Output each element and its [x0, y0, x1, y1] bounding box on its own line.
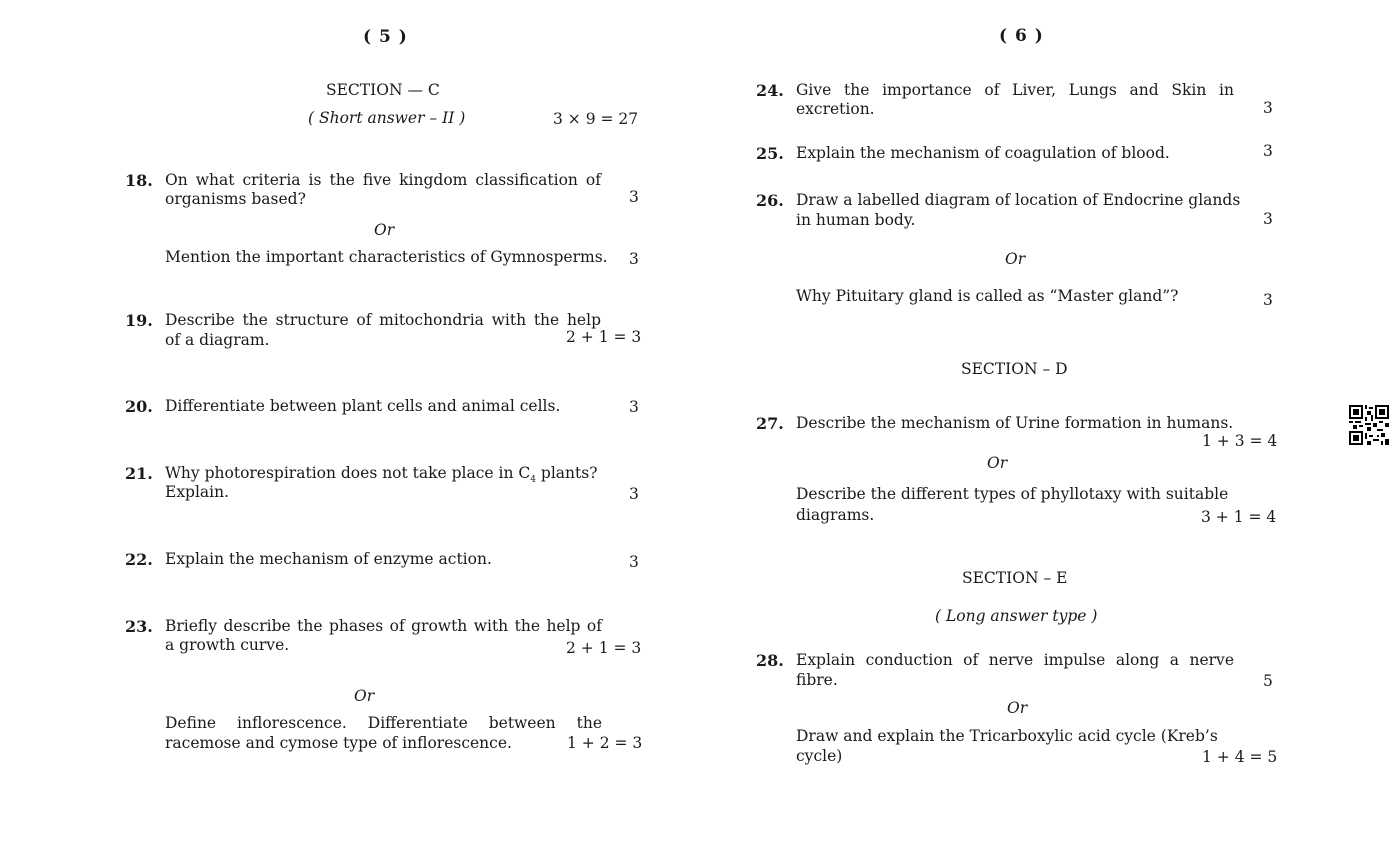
question-text: Explain the mechanism of coagulation of blood. — [796, 144, 1170, 162]
question-alternative: racemose and cymose type of inflorescence. — [165, 734, 512, 752]
question-marks: 1 + 2 = 3 — [567, 734, 643, 752]
question-number: 22. — [125, 550, 153, 569]
qr-code-icon — [1349, 405, 1389, 445]
question-marks: 1 + 3 = 4 — [1202, 432, 1278, 450]
question-number: 24. — [756, 81, 784, 100]
question-alternative: Define inflorescence. Differentiate between the — [165, 714, 602, 732]
or-separator: Or — [354, 687, 375, 705]
question-text: On what criteria is the five kingdom classification of — [165, 171, 601, 189]
question-marks: 3 — [629, 398, 639, 416]
question-marks: 3 — [629, 188, 639, 206]
question-number: 23. — [125, 617, 153, 636]
or-separator: Or — [1005, 250, 1026, 268]
question-text: organisms based? — [165, 190, 306, 208]
question-text: Draw a labelled diagram of location of Endocrine glands — [796, 191, 1241, 209]
question-text-part: Why photorespiration does not take place in C — [165, 464, 531, 482]
page-number-6: ( 6 ) — [999, 26, 1044, 46]
section-d-title: SECTION – D — [961, 360, 1068, 378]
question-number: 20. — [125, 397, 153, 416]
question-number: 27. — [756, 414, 784, 433]
question-text: excretion. — [796, 100, 875, 118]
question-text: Explain the mechanism of enzyme action. — [165, 550, 492, 568]
question-number: 26. — [756, 191, 784, 210]
question-text: Briefly describe the phases of growth with the help of — [165, 617, 602, 635]
question-text — [165, 464, 598, 490]
question-text: Explain conduction of nerve impulse along a nerve — [796, 651, 1234, 669]
page-number-5: ( 5 ) — [363, 27, 408, 47]
question-alternative: cycle) — [796, 747, 843, 765]
question-text: Explain. — [165, 483, 230, 501]
question-alternative: Mention the important characteristics of Gymnosperms. — [165, 248, 608, 266]
question-text: in human body. — [796, 211, 916, 229]
question-marks: 3 — [1263, 99, 1273, 117]
question-number: 28. — [756, 651, 784, 670]
or-separator: Or — [987, 454, 1008, 472]
section-c-title: SECTION — C — [326, 81, 440, 99]
question-marks: 2 + 1 = 3 — [566, 639, 642, 657]
section-e-title: SECTION – E — [962, 569, 1068, 587]
question-number: 18. — [125, 171, 153, 190]
question-marks: 3 — [1263, 291, 1273, 309]
question-alternative: Draw and explain the Tricarboxylic acid cycle (Kreb’s — [796, 727, 1218, 745]
question-text: Give the importance of Liver, Lungs and Skin in — [796, 81, 1234, 99]
question-text: of a diagram. — [165, 331, 270, 349]
question-number: 21. — [125, 464, 153, 483]
question-marks: 3 — [629, 250, 639, 268]
question-number: 19. — [125, 311, 153, 330]
section-e-subtitle: ( Long answer type ) — [935, 607, 1098, 625]
subscript: 4 — [530, 475, 536, 486]
question-marks: 3 — [629, 485, 639, 503]
question-text: Differentiate between plant cells and animal cells. — [165, 397, 561, 415]
question-marks: 5 — [1263, 672, 1273, 690]
question-text: Describe the mechanism of Urine formation in humans. — [796, 414, 1234, 432]
question-alternative: Why Pituitary gland is called as “Master gland”? — [796, 287, 1179, 305]
question-marks: 3 — [1263, 142, 1273, 160]
question-marks: 3 — [1263, 210, 1273, 228]
question-text-part: plants? — [536, 464, 598, 482]
question-alternative: Describe the different types of phyllotaxy with suitable — [796, 485, 1229, 503]
question-text: fibre. — [796, 671, 838, 689]
question-alternative: diagrams. — [796, 506, 875, 524]
section-c-subtitle: ( Short answer – II ) — [308, 109, 466, 127]
question-number: 25. — [756, 144, 784, 163]
question-text: Describe the structure of mitochondria with the help — [165, 311, 601, 329]
or-separator: Or — [1007, 699, 1028, 717]
question-marks: 1 + 4 = 5 — [1202, 748, 1278, 766]
question-marks: 3 — [629, 553, 639, 571]
or-separator: Or — [374, 221, 395, 239]
question-marks: 3 + 1 = 4 — [1201, 508, 1277, 526]
section-c-marks: 3 × 9 = 27 — [553, 110, 639, 128]
question-text: a growth curve. — [165, 636, 290, 654]
question-marks: 2 + 1 = 3 — [566, 328, 642, 346]
